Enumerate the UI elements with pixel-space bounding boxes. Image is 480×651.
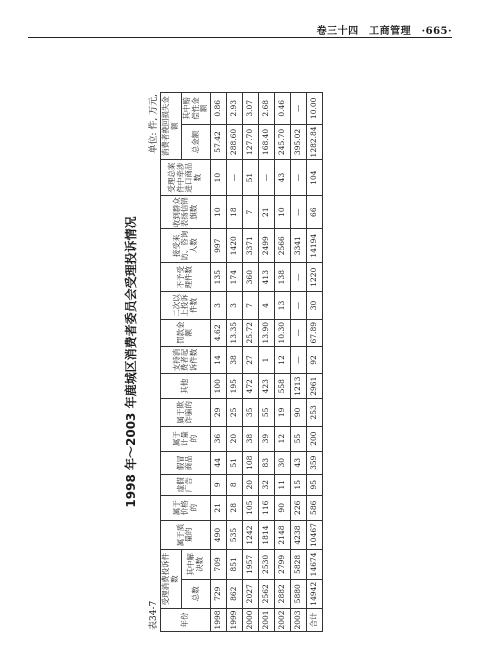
table-cell: 1213 [290,374,306,399]
table-cell: 44 [210,451,226,474]
table-cell: 10.00 [306,93,322,125]
table-body [210,93,322,632]
table-cell: 36 [210,426,226,451]
table-cell: 535 [226,520,242,549]
table-cell: 135 [210,263,226,292]
table-cell: 21 [258,195,274,229]
row-year-cell: 1999 [226,608,242,631]
table-cell: 10 [210,195,226,229]
col-group-loss: 消费者挽回损失金额 [161,93,182,160]
row-year-cell: 2000 [242,608,258,631]
page-header [0,0,480,40]
table-cell: 168.40 [258,124,274,160]
col-header-not-handled: 不予受理件数 [161,263,211,292]
rotated-table-region [120,92,480,632]
header-rule [28,37,452,38]
col-header-price: 属于价格的 [161,495,211,520]
col-header-loss-punitive: 其中赔偿性金额 [182,93,211,125]
table-cell: 35 [242,399,258,426]
table-title: 1998 年～2003 年鹿城区消费者委员会受理投诉情况 [124,216,138,508]
table-cell: 10 [274,195,290,229]
table-cell: 3371 [242,229,258,263]
header-row-1 [161,93,182,632]
table-cell: 20 [242,474,258,495]
table-cell: 83 [258,451,274,474]
table-cell: 14674 [306,550,322,579]
table-row-total [306,93,322,632]
table-cell: 4 [258,292,274,319]
row-year-cell: 2002 [274,608,290,631]
table-cell: 3341 [290,229,306,263]
table-cell: 226 [290,495,306,520]
table-cell: 2961 [306,374,322,399]
table-cell: 2499 [258,229,274,263]
table-cell: 66 [306,195,322,229]
table-row [274,93,290,632]
table-cell: 20 [226,426,242,451]
table-number: 表34-7 [149,600,159,630]
col-header-resolved: 其中解决数 [182,550,211,579]
table-cell: 195 [226,374,242,399]
table-cell: 0.86 [210,93,226,125]
running-title: 卷三十四 工商管理 ·665· [316,26,452,37]
table-cell: 14 [210,346,226,373]
table-cell: 13 [274,292,290,319]
table-cell: 490 [210,520,226,549]
table-cell: 472 [242,374,258,399]
table-cell: 5828 [290,550,306,579]
table-cell: 13.35 [226,319,242,346]
table-cell: 25 [226,399,242,426]
table-row [226,93,242,632]
table-cell: 3.07 [242,93,258,125]
table-cell: — [290,292,306,319]
table-cell: 12 [274,346,290,373]
table-cell: 8 [226,474,242,495]
table-cell: 14942 [306,579,322,608]
table-cell: 25.72 [242,319,258,346]
table-cell: 862 [226,579,242,608]
table-cell: 51 [242,160,258,196]
table-cell: 108 [242,451,258,474]
table-cell: 2530 [258,550,274,579]
table-cell: 4238 [290,520,306,549]
table-cell: 67.89 [306,319,322,346]
table-cell: 14194 [306,229,322,263]
table-cell: 395.02 [290,124,306,160]
table-unit: 单位: 件, 万元, [149,94,159,154]
table-cell: 100 [210,374,226,399]
table-row [210,93,226,632]
table-cell: 104 [306,160,322,196]
table-cell: 2562 [258,579,274,608]
table-cell: 90 [290,399,306,426]
table-cell: 2566 [274,229,290,263]
table-cell: 21 [210,495,226,520]
table-cell: 12 [274,426,290,451]
table-cell: 28 [226,495,242,520]
col-header-total: 总数 [182,579,211,608]
table-cell: 30 [306,292,322,319]
table-cell: 55 [258,399,274,426]
table-cell: 2882 [274,579,290,608]
col-header-false-ad: 虚假广告 [161,474,211,495]
table-cell: 1957 [242,550,258,579]
table-cell: 2.93 [226,93,242,125]
table-row [290,93,306,632]
col-header-fraud: 属于欺诈骗的 [161,399,211,426]
table-cell: 3 [210,292,226,319]
table-cell: 105 [242,495,258,520]
table-cell: — [258,160,274,196]
table-cell: 55 [290,426,306,451]
table-cell: — [290,263,306,292]
table-cell: — [290,160,306,196]
col-header-other: 其他 [161,374,211,399]
col-header-visits: 接受来访、咨询人数 [161,229,211,263]
table-cell: 10 [210,160,226,196]
table-cell: 5880 [290,579,306,608]
table-cell: 39 [258,426,274,451]
col-header-second-appeal: 二次以上投诉件数 [161,292,211,319]
table-cell: 245.70 [274,124,290,160]
table-cell: 360 [242,263,258,292]
table-cell: 413 [258,263,274,292]
table-row [258,93,274,632]
table-cell: 2027 [242,579,258,608]
table-cell: 200 [306,426,322,451]
table-cell: 1242 [242,520,258,549]
col-header-fine-amount: 罚款金额 [161,319,211,346]
table-cell: 1420 [226,229,242,263]
table-cell: 13.90 [258,319,274,346]
table-cell: 38 [242,426,258,451]
table-cell: 851 [226,550,242,579]
table-cell: 288.60 [226,124,242,160]
table-cell: 10.30 [274,319,290,346]
row-year-cell: 1998 [210,608,226,631]
table-cell: 27 [242,346,258,373]
table-cell: 43 [290,451,306,474]
table-cell: — [290,319,306,346]
table-cell: 43 [274,160,290,196]
table-cell: 127.70 [242,124,258,160]
table-cell: 4.62 [210,319,226,346]
table-cell: 19 [274,399,290,426]
table-cell: 0.46 [274,93,290,125]
table-cell: 11 [274,474,290,495]
table-cell: 138 [274,263,290,292]
table-cell: 174 [226,263,242,292]
table-cell: 18 [226,195,242,229]
table-cell: 1 [258,346,274,373]
col-header-transfer: 受理总案件中牵涉进口商品数 [161,160,211,196]
row-year-cell: 2003 [290,608,306,631]
table-cell: 709 [210,550,226,579]
table-cell: 253 [306,399,322,426]
table-cell: 32 [258,474,274,495]
table-cell: 38 [226,346,242,373]
col-header-support-sue: 支持消费者起诉件数 [161,346,211,373]
table-cell: 729 [210,579,226,608]
table-cell: 423 [258,374,274,399]
table-cell: 1814 [258,520,274,549]
table-cell: 51 [226,451,242,474]
col-header-quality: 属于质量的 [161,520,211,549]
table-cell: 7 [242,292,258,319]
table-cell: 359 [306,451,322,474]
table-cell: 586 [306,495,322,520]
col-header-fake-goods: 假冒商品 [161,451,211,474]
table-cell: 57.42 [210,124,226,160]
table-cell: 1220 [306,263,322,292]
table-cell: 3 [226,292,242,319]
table-cell: 90 [274,495,290,520]
col-header-measure: 属于计量的 [161,426,211,451]
table-cell: 1282.84 [306,124,322,160]
row-year-cell: 2001 [258,608,274,631]
table-cell: 116 [258,495,274,520]
table-cell: 30 [274,451,290,474]
row-year-cell: 合计 [306,608,322,631]
table-cell: — [226,160,242,196]
table-cell: 2148 [274,520,290,549]
table-cell: 2799 [274,550,290,579]
col-group-accepted: 受理消费投诉件数 [161,550,182,609]
col-header-year: 年份 [161,608,211,631]
table-row [242,93,258,632]
col-header-loss-total: 总金额 [182,124,211,160]
complaints-table [160,92,323,632]
table-cell: 10467 [306,520,322,549]
table-cell: — [290,195,306,229]
table-cell: 2.68 [258,93,274,125]
table-cell: 997 [210,229,226,263]
table-cell: 558 [274,374,290,399]
rotated-table-canvas [120,92,480,632]
table-cell: 95 [306,474,322,495]
table-cell: 9 [210,474,226,495]
table-cell: 7 [242,195,258,229]
table-cell: 92 [306,346,322,373]
table-cell: 29 [210,399,226,426]
table-cell: 15 [290,474,306,495]
table-cell: — [290,93,306,125]
table-cell: — [290,346,306,373]
col-header-mass-media: 收到群众表扬信锦旗数 [161,195,211,229]
